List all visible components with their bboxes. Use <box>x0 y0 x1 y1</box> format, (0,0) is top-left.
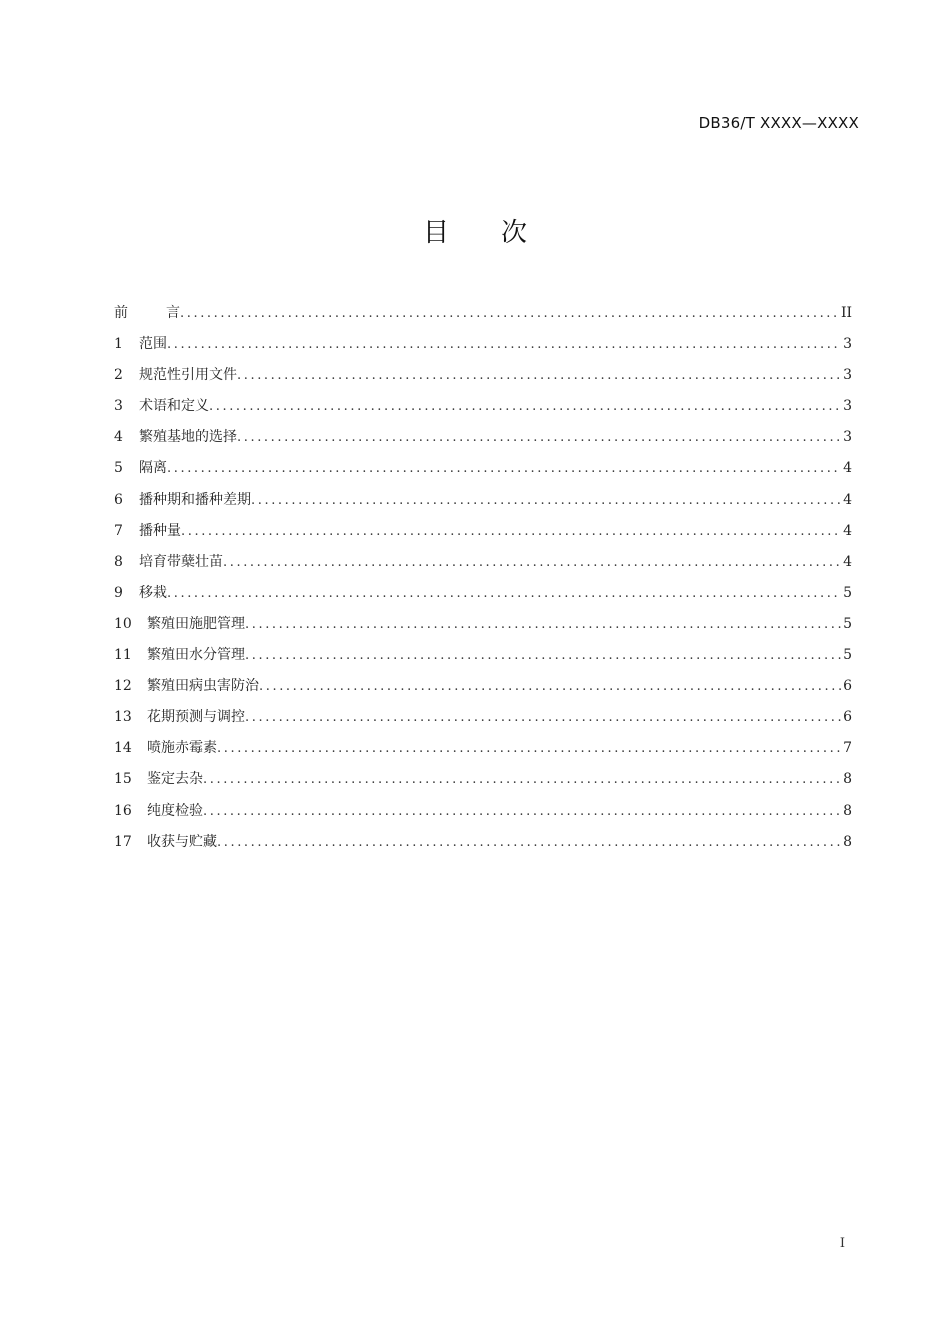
toc-entry-label: 鉴定去杂 <box>147 771 203 788</box>
toc-entry[interactable] <box>114 329 852 360</box>
toc-entry-label: 播种期和播种差期 <box>139 491 251 508</box>
toc-entry-number: 17 <box>114 833 132 850</box>
toc-entry-page: 5 <box>843 615 852 632</box>
toc-entry[interactable] <box>114 485 852 516</box>
toc-entry-number: 5 <box>114 460 123 477</box>
toc-entry-preface[interactable] <box>114 298 852 329</box>
toc-leader-dots <box>167 329 841 360</box>
title-char-2: 次 <box>501 218 528 248</box>
toc-entry-number: 10 <box>114 615 132 632</box>
toc-entry-page: 3 <box>843 336 852 353</box>
toc-leader-dots <box>167 578 841 609</box>
toc-entry-page: 3 <box>843 429 852 446</box>
toc-entry-label: 范围 <box>139 336 167 353</box>
toc-entry-label: 移栽 <box>139 584 167 601</box>
toc-leader-dots <box>217 733 841 764</box>
toc-entry-number: 3 <box>114 398 123 415</box>
toc-leader-dots <box>251 485 841 516</box>
toc-entry-label: 纯度检验 <box>147 802 203 819</box>
toc-leader-dots <box>259 671 841 702</box>
toc-entry-label: 培育带蘖壮苗 <box>139 553 223 570</box>
toc-entry-number: 9 <box>114 584 123 601</box>
toc-entry-number: 12 <box>114 678 132 695</box>
toc-entry-page: 6 <box>843 709 852 726</box>
toc-entry-page: 4 <box>843 522 852 539</box>
toc-entry[interactable] <box>114 702 852 733</box>
toc-leader-dots <box>181 516 841 547</box>
toc-leader-dots <box>209 391 841 422</box>
toc-entry-number: 13 <box>114 709 132 726</box>
document-code: DB36/T XXXX—XXXX <box>698 114 859 132</box>
toc-entry-number: 4 <box>114 429 123 446</box>
toc-entry-number: 8 <box>114 553 123 570</box>
toc-entry-page: 5 <box>843 584 852 601</box>
toc-entry-number: 1 <box>114 336 123 353</box>
toc-entry-number: 14 <box>114 740 132 757</box>
toc-leader-dots <box>203 764 841 795</box>
toc-entry-label: 繁殖基地的选择 <box>139 429 237 446</box>
toc-entry-label: 隔离 <box>139 460 167 477</box>
toc-entry-label: 前 言 <box>114 305 180 321</box>
toc-entry-label: 繁殖田病虫害防治 <box>147 678 259 695</box>
toc-entry-label: 收获与贮藏 <box>147 833 217 850</box>
toc-entry[interactable] <box>114 640 852 671</box>
toc-entry-page: 3 <box>843 398 852 415</box>
toc-leader-dots <box>167 453 841 484</box>
toc-entry-page: 4 <box>843 460 852 477</box>
toc-entry-page: 4 <box>843 491 852 508</box>
toc-entry[interactable] <box>114 733 852 764</box>
toc-leader-dots <box>217 827 841 858</box>
toc-leader-dots <box>245 609 841 640</box>
toc-leader-dots <box>203 796 841 827</box>
toc-entry-label: 繁殖田施肥管理 <box>147 615 245 632</box>
toc-entry-number: 7 <box>114 522 123 539</box>
toc-entry-number: 2 <box>114 367 123 384</box>
toc-entry-page: 8 <box>843 833 852 850</box>
toc-leader-dots <box>223 547 841 578</box>
toc-entry-label: 繁殖田水分管理 <box>147 647 245 664</box>
toc-entry-page: 3 <box>843 367 852 384</box>
toc-entry[interactable] <box>114 422 852 453</box>
toc-entry-page: 7 <box>843 740 852 757</box>
toc-entry[interactable] <box>114 547 852 578</box>
toc-entry[interactable] <box>114 764 852 795</box>
toc-entry[interactable] <box>114 391 852 422</box>
page-number: I <box>839 1236 845 1251</box>
toc-leader-dots <box>237 422 841 453</box>
toc-entry-page: II <box>840 305 852 321</box>
toc-leader-dots <box>245 702 841 733</box>
toc-entry-page: 5 <box>843 647 852 664</box>
toc-entry-number: 15 <box>114 771 132 788</box>
toc-entry[interactable] <box>114 827 852 858</box>
title-char-1: 目 <box>422 218 449 248</box>
table-of-contents <box>114 298 852 858</box>
toc-entry-number: 16 <box>114 802 132 819</box>
toc-entry-label: 喷施赤霉素 <box>147 740 217 757</box>
toc-entry-page: 8 <box>843 771 852 788</box>
toc-entry[interactable] <box>114 796 852 827</box>
toc-entry-number: 11 <box>114 647 132 664</box>
toc-entry-label: 规范性引用文件 <box>139 367 237 384</box>
toc-entry-label: 播种量 <box>139 522 181 539</box>
toc-entry-number: 6 <box>114 491 123 508</box>
toc-leader-dots <box>180 298 839 329</box>
toc-entry[interactable] <box>114 516 852 547</box>
toc-leader-dots <box>245 640 841 671</box>
toc-entry[interactable] <box>114 360 852 391</box>
toc-entry-page: 4 <box>843 553 852 570</box>
page-title <box>0 212 950 249</box>
toc-leader-dots <box>237 360 841 391</box>
toc-entry[interactable] <box>114 453 852 484</box>
toc-entry-label: 术语和定义 <box>139 398 209 415</box>
toc-entry[interactable] <box>114 609 852 640</box>
toc-entry-label: 花期预测与调控 <box>147 709 245 726</box>
toc-entry[interactable] <box>114 671 852 702</box>
toc-entry-page: 8 <box>843 802 852 819</box>
toc-entry[interactable] <box>114 578 852 609</box>
toc-entry-page: 6 <box>843 678 852 695</box>
